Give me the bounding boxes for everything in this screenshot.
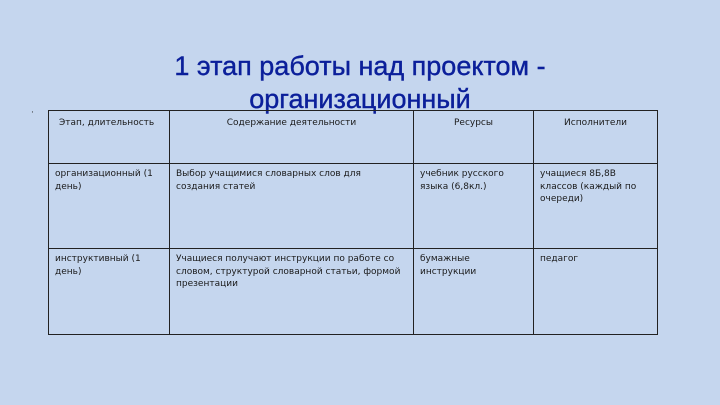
table-header-row [49,111,658,164]
cell-activity: Выбор учащимися словарных слов для создания статей [170,164,414,249]
slide-title-line-2: организационный [249,84,471,115]
cell-performers: учащиеся 8Б,8В классов (каждый по очереди) [534,164,658,249]
project-stage-table [48,110,658,335]
table-row [49,164,658,249]
header-activity-content: Содержание деятельности [170,111,414,164]
bullet-marker: · [31,108,34,118]
header-stage-duration: Этап, длительность [49,111,170,164]
slide-title [60,50,660,116]
cell-resources: учебник русского языка (6,8кл.) [414,164,534,249]
header-performers: Исполнители [534,111,658,164]
cell-resources: бумажные инструкции [414,249,534,335]
table-row [49,249,658,335]
slide-title-line-1: 1 этап работы над проектом - [174,51,546,82]
header-resources: Ресурсы [414,111,534,164]
cell-stage: инструктивный (1 день) [49,249,170,335]
cell-activity: Учащиеся получают инструкции по работе со словом, структурой словарной статьи, формой презентации [170,249,414,335]
cell-stage: организационный (1 день) [49,164,170,249]
cell-performers: педагог [534,249,658,335]
